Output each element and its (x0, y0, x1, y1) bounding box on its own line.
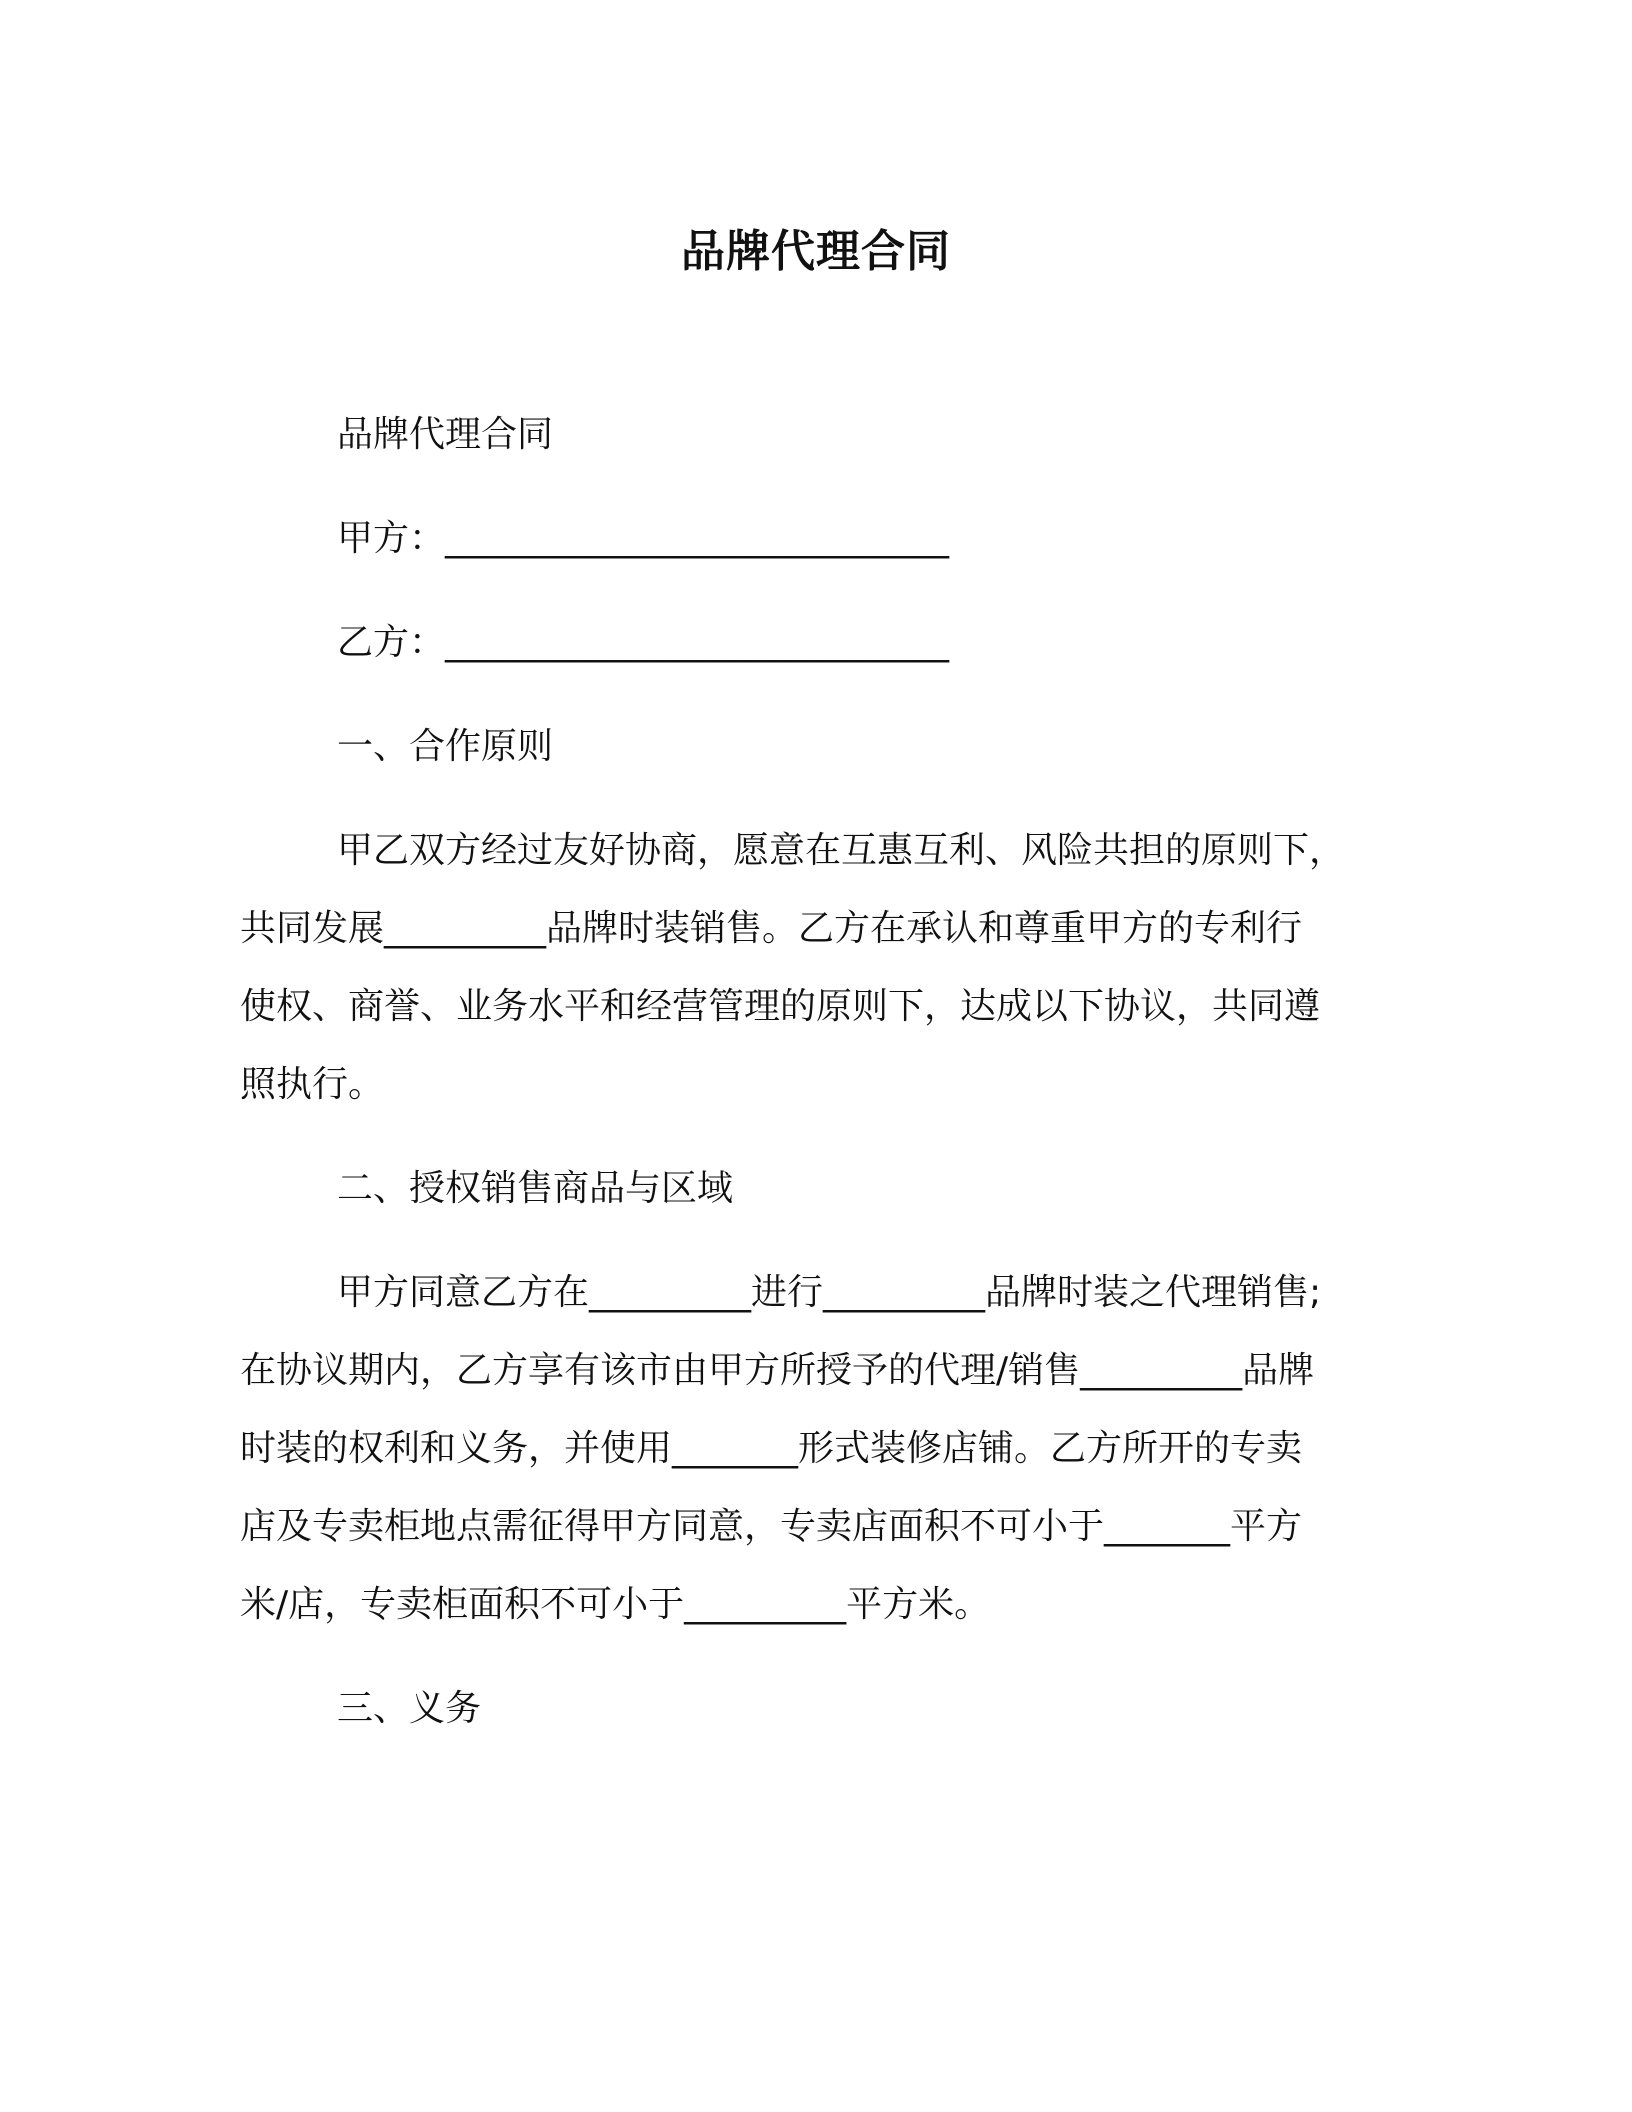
document-body (240, 396, 1404, 1748)
paragraph-line: 店及专卖柜地点需征得甲方同意，专卖店面积不可小于_______平方 (240, 1506, 1303, 1547)
party-b-line: 乙方：____________________________ (337, 622, 950, 663)
spacer (240, 578, 1404, 604)
section-heading-authorization: 二、授权销售商品与区域 (337, 1168, 734, 1209)
paragraph-line: 甲乙双方经过友好协商，愿意在互惠互利、风险共担的原则下， (337, 830, 1346, 871)
spacer (240, 474, 1404, 500)
spacer (240, 1124, 1404, 1150)
paragraph-line: 照执行。 (240, 1064, 385, 1105)
paragraph-line: 在协议期内，乙方享有该市由甲方所授予的代理/销售_________品牌 (240, 1350, 1315, 1391)
party-a-line: 甲方：____________________________ (337, 518, 950, 559)
document-subtitle: 品牌代理合同 (337, 414, 554, 455)
paragraph-line: 甲方同意乙方在_________进行_________品牌时装之代理销售; (337, 1272, 1322, 1313)
section-heading-cooperation: 一、合作原则 (337, 726, 554, 767)
section-heading-obligations: 三、义务 (337, 1688, 482, 1729)
paragraph-line: 时装的权利和义务，并使用_______形式装修店铺。乙方所开的专卖 (240, 1428, 1303, 1469)
document-title: 品牌代理合同 (681, 226, 951, 277)
spacer (240, 786, 1404, 812)
spacer (240, 1228, 1404, 1254)
paragraph-line: 米/店，专卖柜面积不可小于_________平方米。 (240, 1584, 991, 1625)
paragraph-line: 使权、商誉、业务水平和经营管理的原则下，达成以下协议，共同遵 (240, 986, 1321, 1027)
spacer (240, 682, 1404, 708)
paragraph-line: 共同发展_________品牌时装销售。乙方在承认和尊重甲方的专利行 (240, 908, 1303, 949)
spacer (240, 1644, 1404, 1670)
